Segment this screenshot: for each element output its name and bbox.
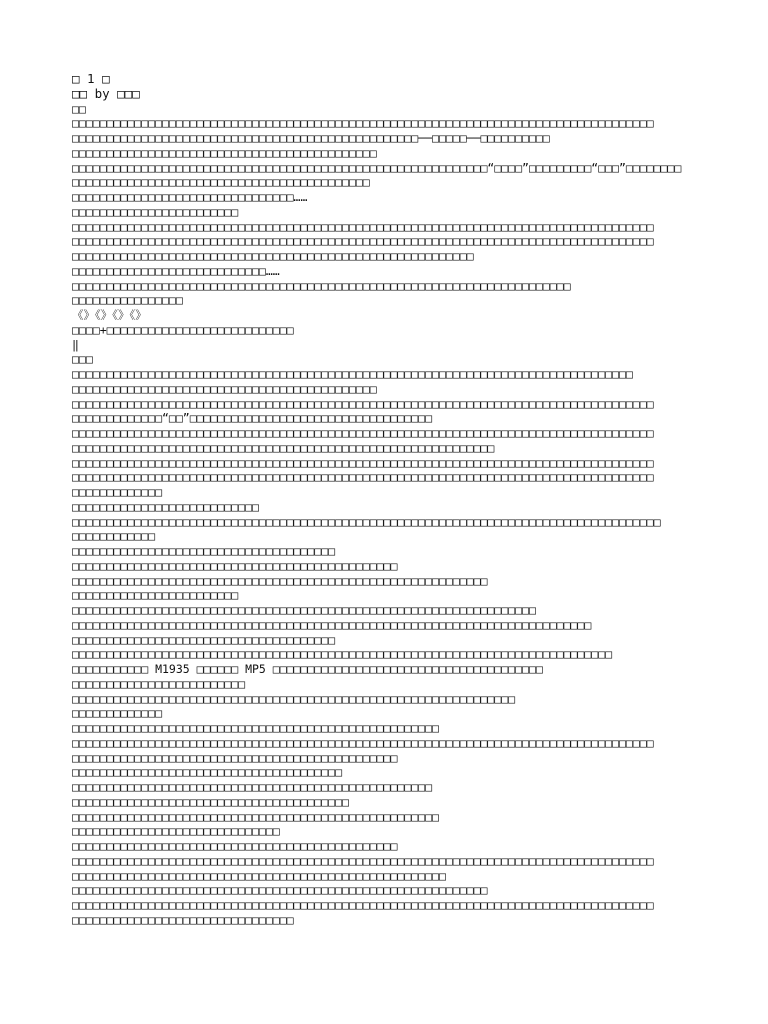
text-line: □□ [72,101,86,116]
text-line: □□□□□□□□□□□□□□□□□□□□□□□□□□□□□□□□□□□□□□□□□□□□□□□□□□□□□ [72,809,439,824]
text-line: □□□□□□□□□□□□□□□□□□□□□□□□□□□□…… [72,263,280,278]
text-line: □□□□□□□□□□□□□□□□□□□□□□□□□□□□□□□□□□□□□□□□□□□□□□□ [72,839,398,853]
text-line: □□□□□□□□□□□□□□□□□□□□□□□□□□□□□□□□□□□□□□□ [72,765,343,780]
text-line: □□□□□□□□□□□□□□□□□□□□□□□□□□□ [72,499,259,514]
text-line: □□□□□□□□□□□□□□□□□□□□□□□□□□□□□□□□□□□□□□□□□□□□□□□□□□□□□□□□□□□□□ [72,440,495,455]
text-line: □□□□□□□□□□□□□□□□□□□□□□□□□□□□□□□□□□□□□□□□□□□□□□□ [72,558,398,573]
text-line: □□□□□□□□□□□□□□□□□□□□□□□□□□□□□□□□□□□□□□□□□□□□□□□ [72,750,398,765]
text-line: □□□□□□□□□□□□□□□□□□□□□□□□□□□□□□□□□□□□□□□□□□□□□□□□□□□□□□ [72,868,446,883]
text-line: □□□□□□□□□□□□□ [72,485,163,499]
text-line: □□□□□□□□□□□□□□□□□□□□□□□□□□□□□□□□□□□□□□□□□□□□□□□□□□□□□□□□□□□□□□□□□□□□□□□□□□□□□□□□□□□□□ [72,514,661,529]
text-line: □□□□□□□□□□□□□□□□□□□□□□□□□□□□□□□□□□□□□□□□□□□□□□□□□□□□□□□□□□□□□□□□□□□□□□□□□□□□□□□□□ [72,367,633,381]
text-line: □□□□□□□□□□□□□□□□□□□□□□□□□□□□□□□□□□□□□□□□□□□□□□□□□□□□□□□□□□ [72,249,474,263]
text-line: □□□□□□□□□□□□□□□□□□□□□□□□□□□□□□□□□□□□□□□□□□□□□□□□□□□□□□□□□□□□□□□□ [72,691,516,706]
separator-line: 《》《》《》《》 [72,308,147,322]
text-line: □□□□□□□□□□□□□□□□□□□□□□□□□□□□□□□□□□□□□□□□□□□□□□□□□□□□□□□□□□□□“□□□□”□□□□□□□□□“□□□”□□□□□□□□ [72,160,682,175]
text-line: □□□□□□□□□□□□□□□□□□□□□□□□□□□□□□□□□□□□□□□□□□□□□□□□□□□□□□□□□□□□□□□□□□□□□□□□□□□□□□□□□□□□ [72,234,654,249]
text-line: □□□□□□□□□□□□□□□□□□□□□□□□□□□□□□□□□□□□□□□□□□□□□□□□□□□□□□□□□□□□ [72,883,488,898]
text-line: □□□□□□□□□□□□□□□□□□□□□□□□ [72,588,239,603]
text-line: □□□□□□□□□□□□□□□□□□□□□□□□□□□□□□□□□□□□□□□□□□□□□□□□□□□□□□□□□□□□□□□□□□□□□□□□ [72,278,571,293]
text-line: □□□□+□□□□□□□□□□□□□□□□□□□□□□□□□□□ [72,322,294,337]
text-line: □□□□□□□□□□□□□□□□□□□□□□□□□□□□□□□□□□□□□□ [72,544,336,558]
text-line: □□□□□□□□□□□□□□□□ [72,293,183,308]
text-line: □□□□□□□□□□□□□□□□□□□□□□□□□□□□□□□□□□□□□□□□□□□□□□□□□□□□□□□□□□□□ [72,573,488,588]
text-line: □□□□□□□□□□□□□□□□□□□□□□□□□□□□□□□□□□□□□□□□□□□□□□□□□□□□□□□□□□□□□□□□□□□□□□□□□□□□□□□□□□□□ [72,898,654,912]
document-page [72,72,712,928]
text-line: □□□□□□□□□□□□□□□□□□□□□□□□□□□□□□□□…… [72,190,308,204]
marker-line: ‖ [72,337,79,352]
text-line: □□□□□□□□□□□□□□□□□□□□□□□□□□□□□□□□□□□□□□□□□□□□□□□□□□□□□□□□□□□□□□□□□□□□□□□□□□□□□□□□□□□□ [72,219,654,234]
text-line: □□□□□□□□□□□□□□□□□□□□□□□□□ [72,676,246,691]
text-line: □□□□□□□□□□□□□□□□□□□□□□□□□□□□□□□□□□□□□□□□ [72,794,349,809]
text-line: □□□□□□□□□□□□□□□□□□□□□□□□□□□□□□□□□□□□□□□□□□□ [72,175,370,190]
text-line: □□□□□□□□□□□□□□□□□□□□□□□□ [72,204,239,219]
text-line: □□□□□□□□□□□□□□□□□□□□□□□□□□□□□□□□□□□□□□□□□□□□□□□□□□□□□□□□□□□□□□□□□□□□□□□□□□□□□□ [72,647,613,662]
text-line: □□□□□□□□□□□□□□□□□□□□□□□□□□□□□□□□□□□□□□□□□□□□□□□□□□□□□□□□□□□□□□□□□□□□□□□□□□□□□□□□□□□□ [72,396,654,411]
text-line: □□□□□□□□□□□□□ [72,706,163,721]
text-line: □□□□□□□□□□□□□□□□□□□□□□□□□□□□□□□□□□□□□□□□□□□□□□□□□□──□□□□□──□□□□□□□□□□ [72,131,550,145]
text-line: □□□□□□□□□□□□□□□□□□□□□□□□□□□□□□□□□□□□□□□□□□□□□□□□□□□□□□□□□□□□□□□□□□□ [72,603,536,617]
text-line: □□□ [72,352,93,367]
author-line: □□ by □□□ [72,86,140,101]
text-line: □□□□□□□□□□□□□□□□□□□□□□□□□□□□□□□□ [72,912,294,927]
text-line: □□□□□□□□□□□□□□□□□□□□□□□□□□□□□□ [72,824,280,839]
text-line: □□□□□□□□□□□□□□□□□□□□□□□□□□□□□□□□□□□□□□ [72,632,336,647]
text-line: □□□□□□□□□□□□ [72,529,156,544]
text-line: □□□□□□□□□□□□□□□□□□□□□□□□□□□□□□□□□□□□□□□□□□□□ [72,145,377,160]
text-line: □□□□□□□□□□□□□□□□□□□□□□□□□□□□□□□□□□□□□□□□□□□□□□□□□□□□□□□□□□□□□□□□□□□□□□□□□□□□□□□□□□□□ [72,470,654,485]
text-line: □□□□□□□□□□□□□□□□□□□□□□□□□□□□□□□□□□□□□□□□□□□□□□□□□□□□□□□□□□□□□□□□□□□□□□□□□□□□□□□□□□□□ [72,426,654,440]
text-line: □□□□□□□□□□□□□□□□□□□□□□□□□□□□□□□□□□□□□□□□□□□□ [72,381,377,396]
text-line: □□□□□□□□□□□□□□□□□□□□□□□□□□□□□□□□□□□□□□□□□□□□□□□□□□□□□□□□□□□□□□□□□□□□□□□□□□□ [72,617,592,632]
text-line: □□□□□□□□□□□□□“□□”□□□□□□□□□□□□□□□□□□□□□□□□□□□□□□□□□□□ [72,411,433,426]
chapter-heading: □ 1 □ [72,72,110,86]
text-line: □□□□□□□□□□□□□□□□□□□□□□□□□□□□□□□□□□□□□□□□□□□□□□□□□□□□□ [72,721,439,735]
text-line: □□□□□□□□□□□ M1935 □□□□□□ MP5 □□□□□□□□□□□□□□□□□□□□□□□□□□□□□□□□□□□□□□□ [72,662,543,676]
text-line: □□□□□□□□□□□□□□□□□□□□□□□□□□□□□□□□□□□□□□□□□□□□□□□□□□□□□□□□□□□□□□□□□□□□□□□□□□□□□□□□□□□□ [72,455,654,470]
text-line: □□□□□□□□□□□□□□□□□□□□□□□□□□□□□□□□□□□□□□□□□□□□□□□□□□□□ [72,780,433,794]
text-line: □□□□□□□□□□□□□□□□□□□□□□□□□□□□□□□□□□□□□□□□□□□□□□□□□□□□□□□□□□□□□□□□□□□□□□□□□□□□□□□□□□□□ [72,853,654,868]
text-line: □□□□□□□□□□□□□□□□□□□□□□□□□□□□□□□□□□□□□□□□□□□□□□□□□□□□□□□□□□□□□□□□□□□□□□□□□□□□□□□□□□□□ [72,735,654,750]
text-line: □□□□□□□□□□□□□□□□□□□□□□□□□□□□□□□□□□□□□□□□□□□□□□□□□□□□□□□□□□□□□□□□□□□□□□□□□□□□□□□□□□□□ [72,116,654,131]
